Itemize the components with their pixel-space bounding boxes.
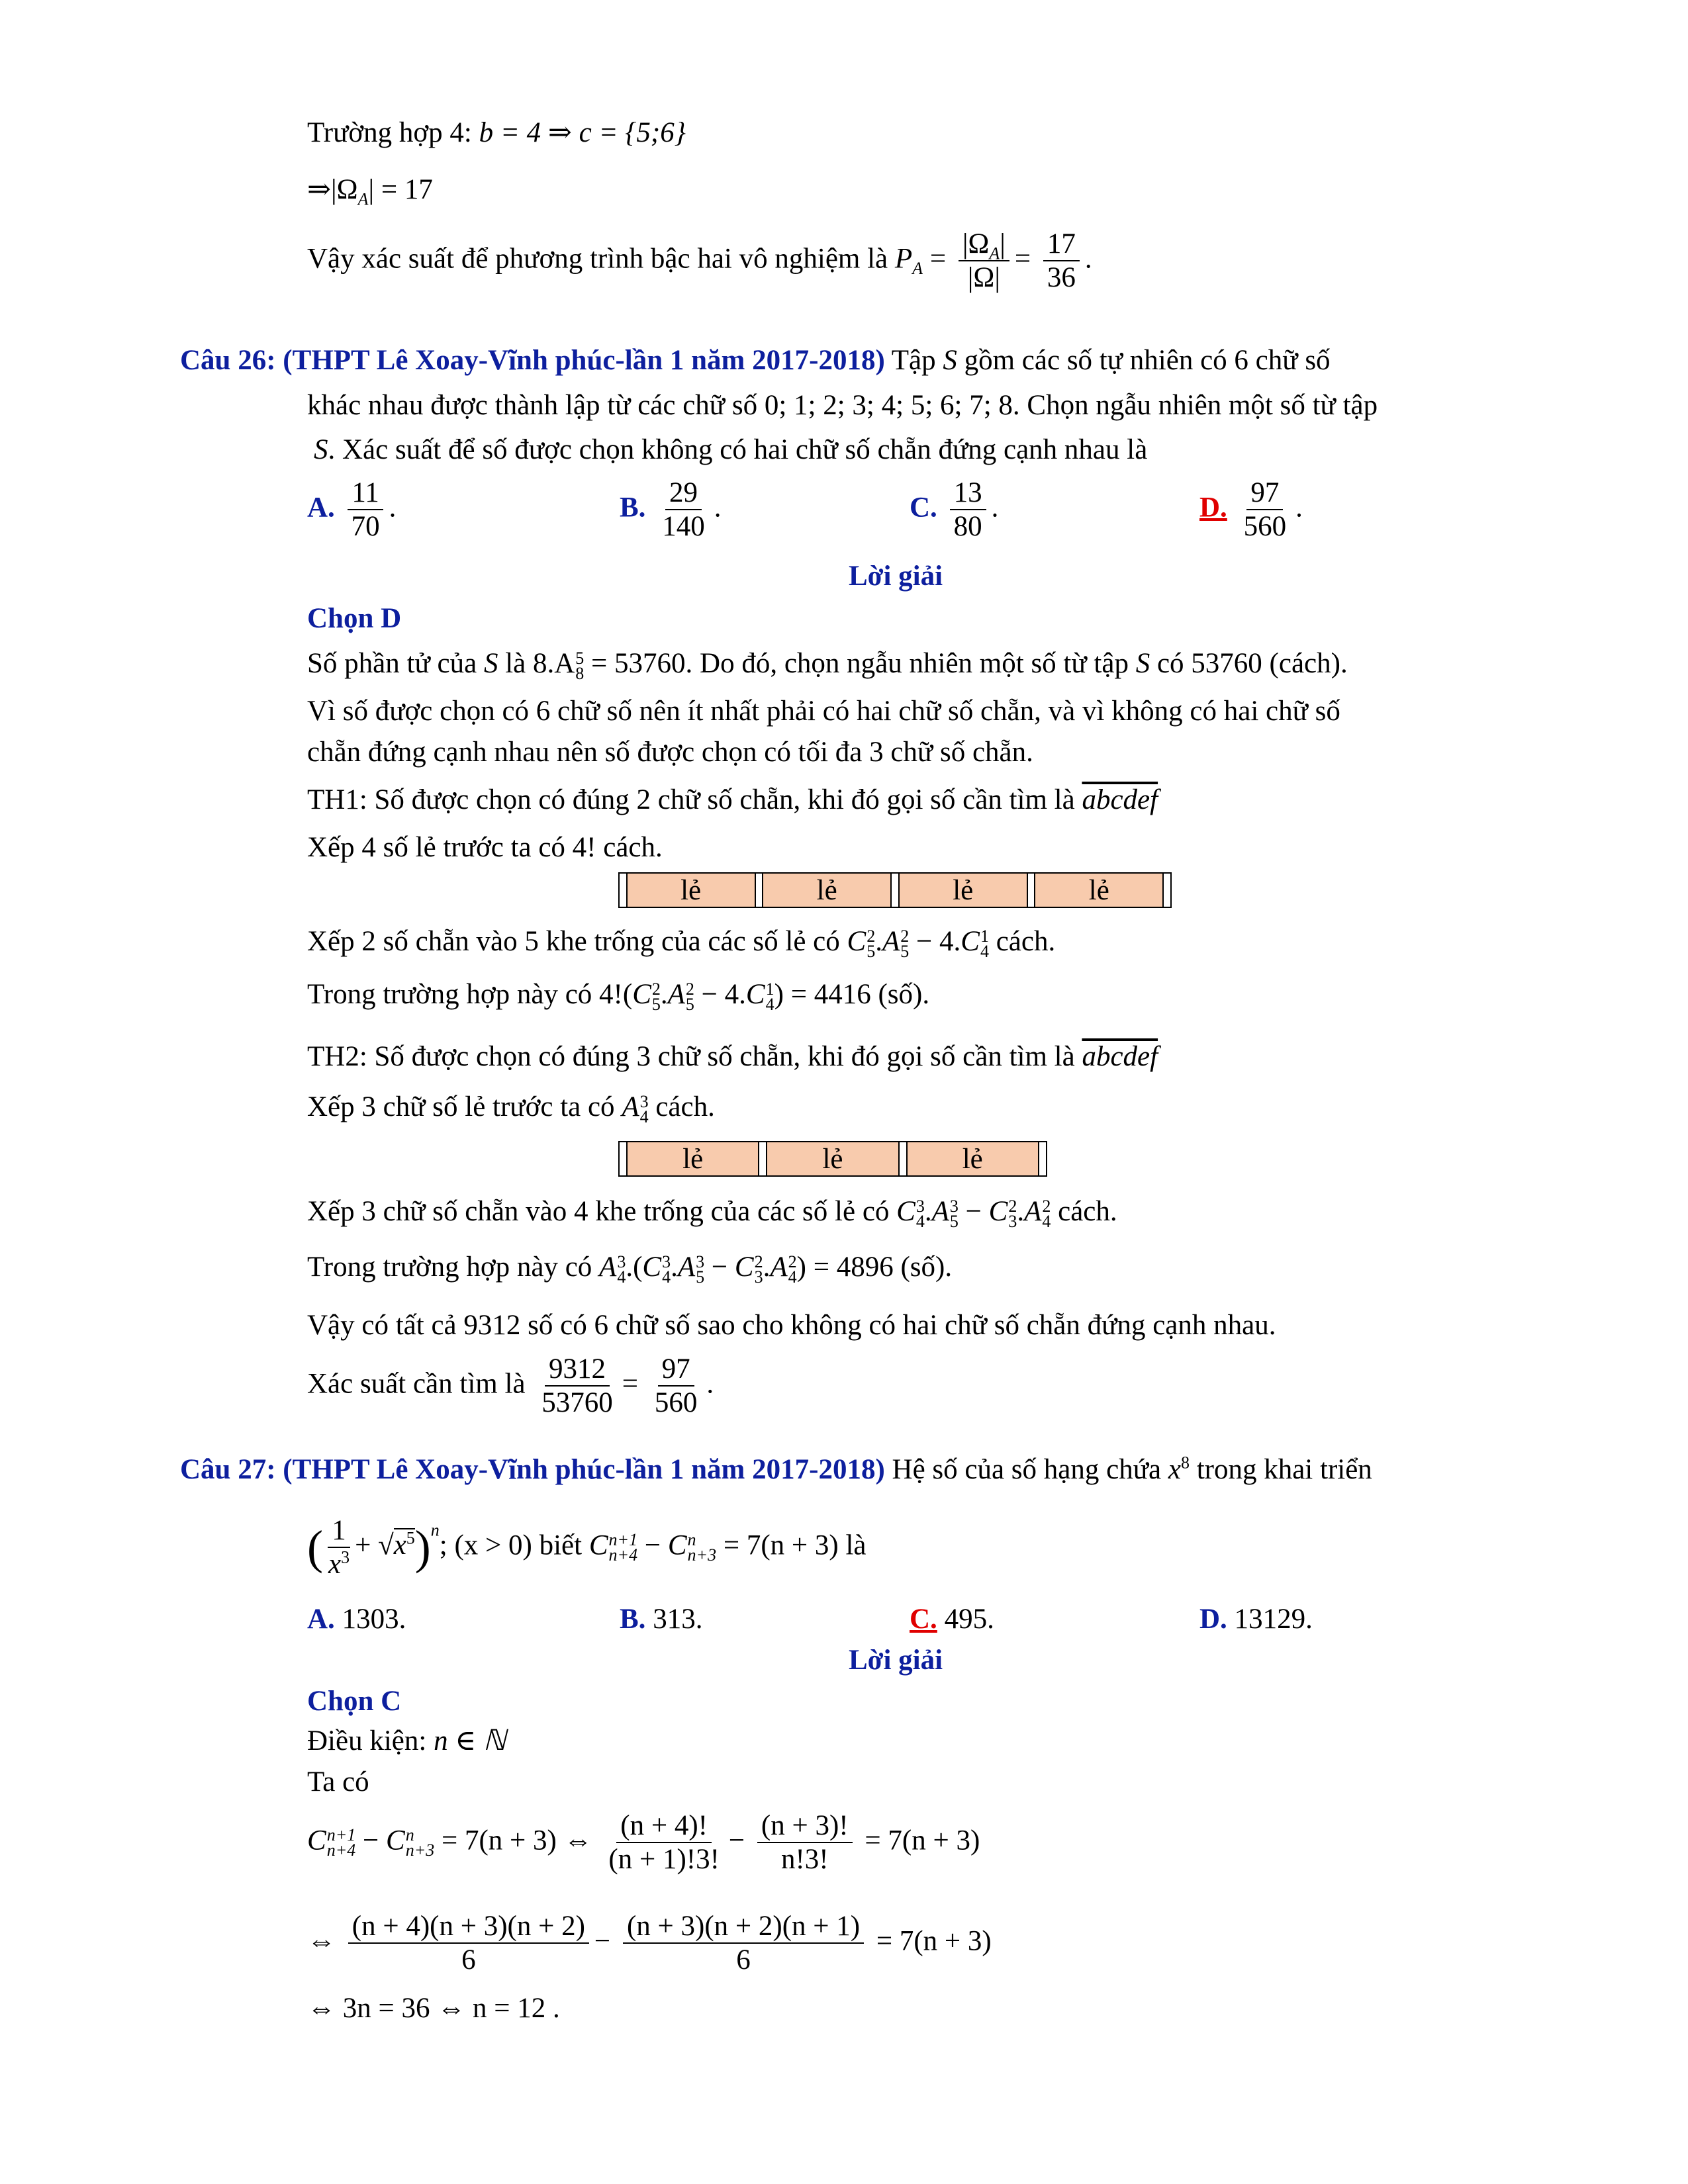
q27-solution-title: Lời giải — [849, 1645, 943, 1676]
odd-slot: lẻ — [763, 873, 891, 907]
q26-sol-line-2: Vì số được chọn có 6 chữ số nên ít nhất phải có hai chữ số chẵn, và vì không có hai chữ số — [307, 696, 1340, 727]
q26-source: (THPT Lê Xoay-Vĩnh phúc-lần 1 năm 2017-2018) — [283, 345, 885, 376]
q27-option-d[interactable]: D. 13129. — [1199, 1604, 1313, 1635]
q26-th2-c: Trong trường hợp này có A 3 4 .(C 3 4 .A 3 5 − C 2 3 .A 2 4 ) = 4896 (số). — [307, 1251, 953, 1287]
q27-taco: Ta có — [307, 1766, 369, 1797]
abcdef-number: abcdef — [1082, 1041, 1158, 1072]
odd-slot: lẻ — [627, 873, 755, 907]
slot — [619, 1142, 627, 1176]
odd-slot: lẻ — [767, 1142, 898, 1176]
omega-line: $\Rightarrow|\Omega_A| = 17$ — [307, 174, 433, 209]
slot — [1039, 1142, 1047, 1176]
q26-th1: TH1: Số được chọn có đúng 2 chữ số chẵn, khi đó gọi số cần tìm là abcdef — [307, 784, 1158, 815]
q27-condition: Điều kiện: n ∈ ℕ — [307, 1725, 506, 1756]
slot — [1027, 873, 1035, 907]
q27-eq3: ⇔ 3n = 36 ⇔ n = 12 . — [307, 1993, 560, 2024]
q26-sol-line-1: Số phần tử của S là 8.A 5 8 = 53760. Do đó, chọn ngẫu nhiên một số từ tập S có 53760 (cách). — [307, 648, 1348, 684]
q27-option-a[interactable]: A. 1303. — [307, 1604, 406, 1635]
q26-option-b[interactable]: B. $\frac{29}{140}$ . — [620, 477, 722, 543]
odd-slot: lẻ — [907, 1142, 1039, 1176]
q26-th1-c: Trong trường hợp này có 4!(C 2 5 .A 2 5 − 4.C 1 4 ) = 4416 (số). — [307, 979, 930, 1015]
odd-slot: lẻ — [1035, 873, 1163, 907]
q26-stem-line-2: khác nhau được thành lập từ các chữ số 0; 1; 2; 3; 4; 5; 6; 7; 8. Chọn ngẫu nhiên một số từ tập — [307, 390, 1378, 421]
q27-source: (THPT Lê Xoay-Vĩnh phúc-lần 1 năm 2017-2018) — [283, 1454, 885, 1485]
q26-th2: TH2: Số được chọn có đúng 3 chữ số chẵn, khi đó gọi số cần tìm là abcdef — [307, 1041, 1158, 1072]
q26-th2-b: Xếp 3 chữ số chẵn vào 4 khe trống của các số lẻ có C 3 4 .A 3 5 − C 2 3 .A 2 4 cách. — [307, 1196, 1117, 1232]
q26-sol-line-3: chẵn đứng cạnh nhau nên số được chọn có tối đa 3 chữ số chẵn. — [307, 737, 1033, 768]
q26-th1-a: Xếp 4 số lẻ trước ta có 4! cách. — [307, 832, 663, 863]
slots-table-th2 — [618, 1141, 1047, 1177]
q26-label: Câu 26: — [180, 345, 276, 376]
q27-choice: Chọn C — [307, 1686, 402, 1717]
abcdef-number: abcdef — [1082, 784, 1158, 815]
q26-probability: Xác suất cần tìm là $\frac{9312}{53760}$ = $\frac{97}{560}$ . — [307, 1353, 714, 1419]
odd-slot: lẻ — [899, 873, 1027, 907]
odd-slot: lẻ — [627, 1142, 759, 1176]
q26-stem-line-1: Câu 26: (THPT Lê Xoay-Vĩnh phúc-lần 1 năm 2017-2018) Tập S gồm các số tự nhiên có 6 chữ số — [180, 345, 1331, 376]
omega-ratio: $\frac{|\Omega_A|}{|\Omega|}$ — [959, 228, 1009, 295]
conclusion-line: Vậy xác suất để phương trình bậc hai vô nghiệm là $P_A$ = $\frac{|\Omega_A|}{|\Omega|}$ = $\frac{17}{36}$ . — [307, 228, 1092, 294]
q26-solution-title: Lời giải — [849, 561, 943, 592]
slot — [759, 1142, 767, 1176]
slot — [1163, 873, 1171, 907]
q26-option-d[interactable]: D. $\frac{97}{560}$ . — [1199, 477, 1303, 543]
slots-table-th1 — [618, 872, 1172, 908]
slot — [891, 873, 899, 907]
ratio-17-36: $\frac{17}{36}$ — [1043, 228, 1080, 295]
q26-choice: Chọn D — [307, 603, 402, 634]
q27-label: Câu 27: — [180, 1454, 276, 1485]
q27-option-c[interactable]: C. 495. — [910, 1604, 994, 1635]
case4-line: Trường hợp 4: b = 4 ⇒ c = {5;6} — [307, 117, 686, 148]
q27-stem-line-1: Câu 27: (THPT Lê Xoay-Vĩnh phúc-lần 1 năm 2017-2018) Hệ số của số hạng chứa $x^8$ trong khai triển — [180, 1453, 1372, 1485]
case4-math: b = 4 ⇒ c = {5;6} — [479, 117, 686, 148]
q26-th1-b: Xếp 2 số chẵn vào 5 khe trống của các số lẻ có C 2 5 .A 2 5 − 4.C 1 4 cách. — [307, 926, 1056, 962]
q26-th2-a: Xếp 3 chữ số lẻ trước ta có A 3 4 cách. — [307, 1091, 715, 1127]
q26-option-c[interactable]: C. $\frac{13}{80}$ . — [910, 477, 999, 543]
q27-eq1: C n+1 n+4 − C n n+3 = 7(n + 3) ⇔ $\frac{(n + 4)!}{(n + 1)!3!}$ − $\frac{(n + 3)!}{n!3!}$ = 7(n + 3) — [307, 1810, 980, 1876]
q26-total: Vậy có tất cả 9312 số có 6 chữ số sao cho không có hai chữ số chẵn đứng cạnh nhau. — [307, 1310, 1276, 1341]
slot — [619, 873, 627, 907]
q27-stem-line-2: ( $\frac{1}{x^3}$ + $√x^5)^n$; (x > 0) biết C n+1 n+4 − C n n+3 = 7(n + 3) là — [307, 1515, 867, 1580]
q26-option-a[interactable]: A. $\frac{11}{70}$ . — [307, 477, 397, 543]
slot — [755, 873, 763, 907]
q26-stem-line-3: S. Xác suất để số được chọn không có hai chữ số chẵn đứng cạnh nhau là — [314, 434, 1148, 465]
slot — [899, 1142, 907, 1176]
q27-option-b[interactable]: B. 313. — [620, 1604, 703, 1635]
q27-eq2: ⇔ $\frac{(n + 4)(n + 3)(n + 2)}{6}$ − $\frac{(n + 3)(n + 2)(n + 1)}{6}$ = 7(n + 3) — [307, 1911, 992, 1976]
